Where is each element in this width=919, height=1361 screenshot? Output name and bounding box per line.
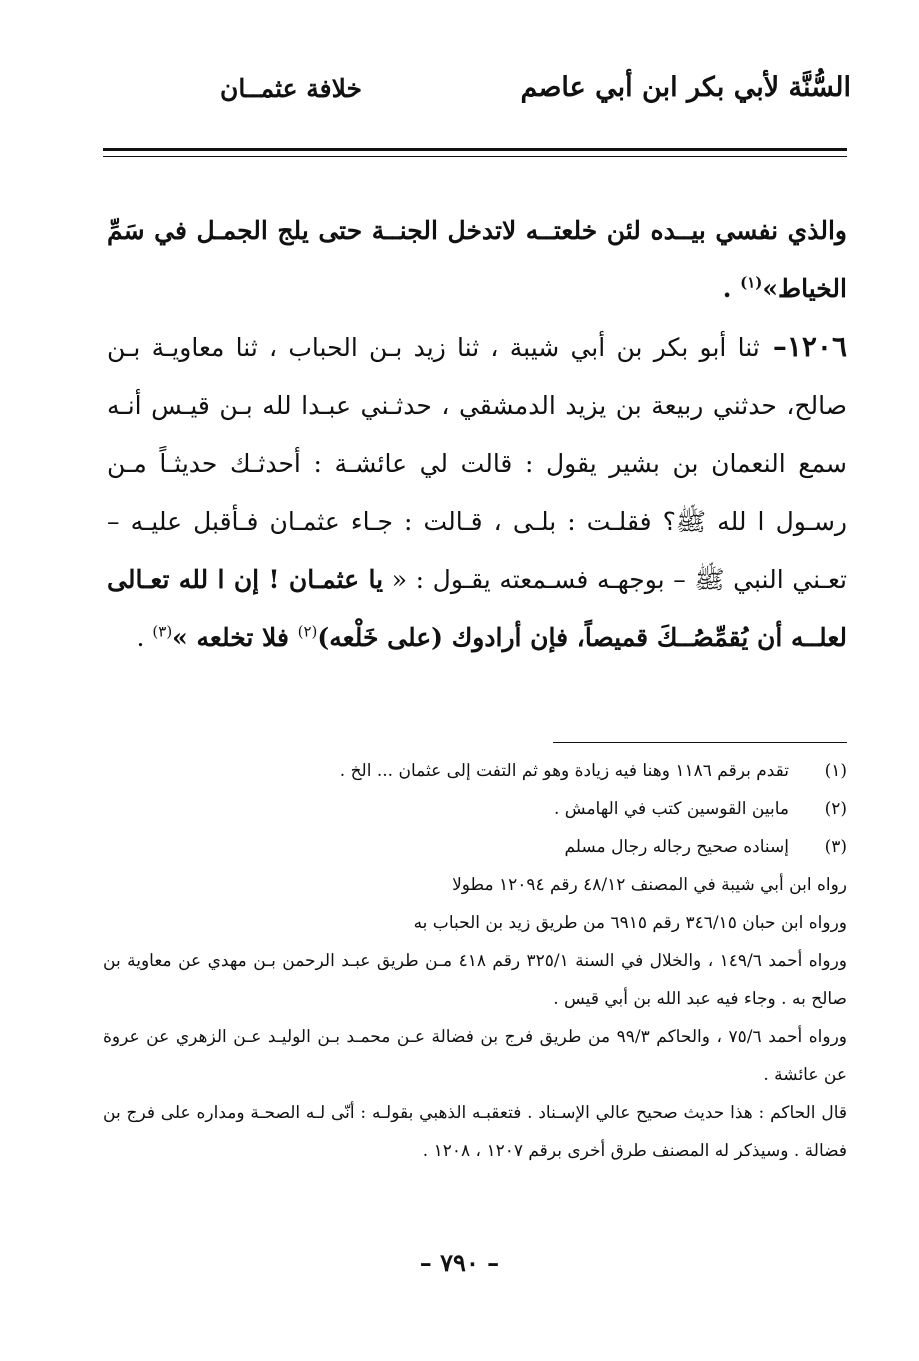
hadith-end: . [136, 623, 153, 652]
continuation-text: والذي نفسي بيــده لئن خلعتــه لاتدخل الجنــة حتى يلج الجمـل في سَمِّ الخياط» [107, 216, 847, 303]
footnote-line: إسناده صحيح رجاله رجال مسلم [564, 837, 789, 857]
footnote-3 [103, 828, 847, 866]
running-header-book-title: السُّنَّة لأبي بكر ابن أبي عاصم [520, 72, 851, 103]
hadith-dash: – [759, 330, 787, 363]
header-rule-thick [103, 148, 847, 151]
main-text [107, 202, 847, 667]
footnote-ref-3: (٣) [152, 622, 173, 641]
footnote-line: ورواه أحمد ٧٥/٦ ، والحاكم ٩٩/٣ من طريق فرج بن فضالة عـن محمـد بـن الوليـد عـن الزهري عن عروة عن عائشة . [103, 1027, 847, 1085]
header-rule-thin [103, 156, 847, 157]
page-number: – ٧٩٠ – [419, 1248, 500, 1277]
footnote-line: رواه ابن أبي شيبة في المصنف ٤٨/١٢ رقم ١٢٠٩٤ مطولا [452, 875, 847, 895]
footnote-line: ورواه أحمد ١٤٩/٦ ، والخلال في السنة ٣٢٥/١ رقم ٤١٨ مـن طريق عبـد الرحمن بـن مهدي عن معاوية بن صالح به . وجاء فيه عبد الله بن أبي قيس . [103, 951, 847, 1009]
hadith-paragraph [107, 318, 847, 667]
footnote-line: مابين القوسين كتب في الهامش . [553, 799, 789, 819]
footnote-ref-1: (١) [740, 273, 763, 292]
footnote-separator [553, 742, 847, 743]
continuation-end: . [722, 274, 741, 303]
hadith-quote: يا عثمـان ! إن ا لله تعـالى لعلــه أن يُقمِّصُــكَ قميصاً، فإن أرادوك (على خَلْعه) [107, 565, 847, 652]
footnote-line: ورواه ابن حبان ٣٤٦/١٥ رقم ٦٩١٥ من طريق زيد بن الحباب به [413, 913, 847, 933]
footnote-mark: (٢) [824, 799, 847, 819]
continuation-paragraph [107, 202, 847, 318]
footnote-1 [103, 752, 847, 790]
footnote-mark: (٣) [824, 837, 847, 857]
running-header-section-title: خلافة عثمــان [220, 74, 362, 103]
footnote-2 [103, 790, 847, 828]
footnote-ref-2: (٢) [297, 622, 318, 641]
footnote-line: تقدم برقم ١١٨٦ وهنا فيه زيادة وهو ثم التفت إلى عثمان ... الخ . [339, 761, 789, 781]
hadith-text: ثنا أبو بكر بن أبي شيبة ، ثنا زيد بـن الحباب ، ثنا معاويـة بـن صالح، حدثني ربيعة بن يزيد الدمشقي ، حدثـني عبـدا لله بـن قيـس أنـه سمع النعمان بن بشير يقول : قالت لي عائشـة : أحدثـك حديثـاً مـن رسـول ا لله ﷺ؟ فقلـت : بلـى ، قـالت : جـاء عثمـان فـأقبل عليـه – تعـني النبي ﷺ – بوجهـه فسـمعته يقـول : « [107, 333, 847, 594]
footnote-mark: (١) [824, 761, 847, 781]
footnotes [103, 752, 847, 1170]
footnote-line: قال الحاكم : هذا حديث صحيح عالي الإسـناد . فتعقبـه الذهبي بقولـه : أنّى لـه الصحـة ومداره على فرج بن فضالة . وسيذكر له المصنف طرق أخرى برقم ١٢٠٧ ، ١٢٠٨ . [103, 1103, 847, 1161]
hadith-quote-end: فلا تخلعه » [172, 623, 298, 652]
hadith-number: ١٢٠٦ [786, 330, 847, 363]
